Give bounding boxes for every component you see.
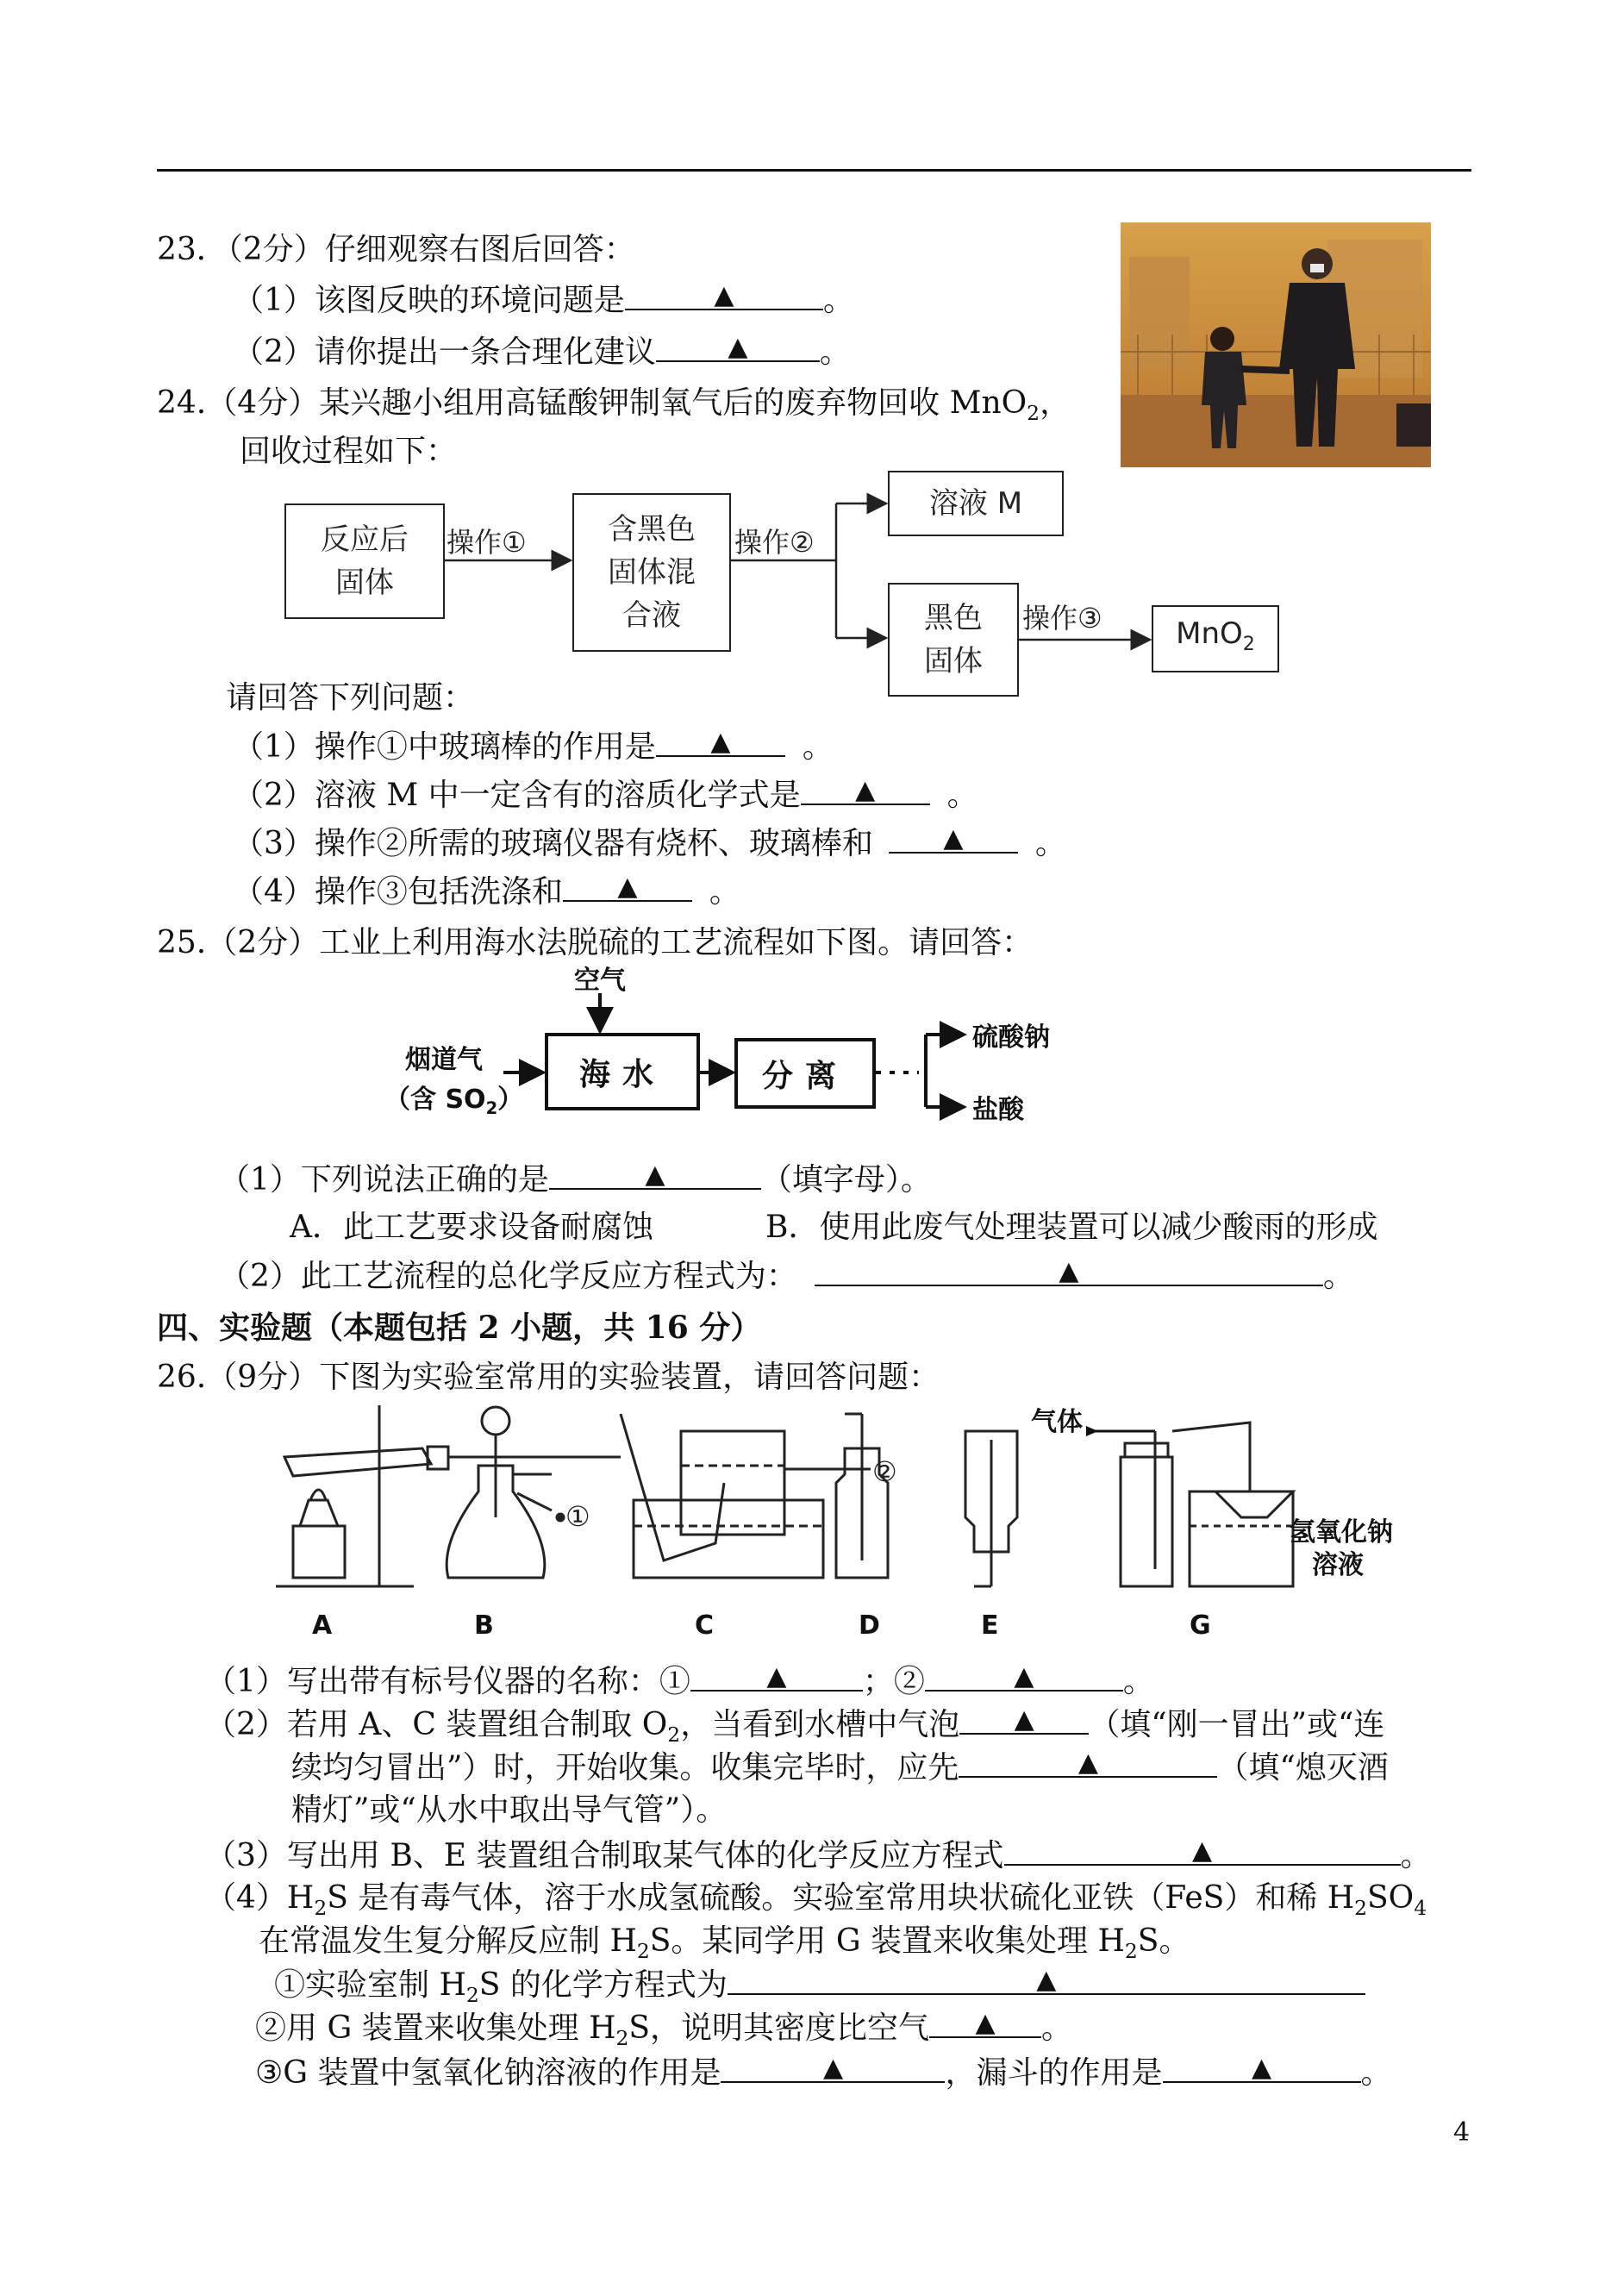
answer-blank[interactable]: ▲ xyxy=(1004,1835,1401,1866)
answer-blank[interactable]: ▲ xyxy=(563,871,692,902)
answer-blank[interactable]: ▲ xyxy=(690,1660,863,1692)
q24-part4: （4）操作③包括洗涤和 ▲ 。 xyxy=(233,872,740,910)
answer-blank[interactable]: ▲ xyxy=(1163,2052,1361,2083)
answer-blank[interactable]: ▲ xyxy=(929,2007,1041,2038)
flow-box-mno2: MnO$_2$ xyxy=(1152,605,1279,672)
apparatus-label-c: C xyxy=(695,1610,715,1641)
q23-title: 23．（2分）仔细观察右图后回答： xyxy=(157,232,635,267)
apparatus-label-e: E xyxy=(981,1610,999,1641)
answer-blank[interactable]: ▲ xyxy=(925,1660,1123,1692)
q26-part4-line2: 在常温发生复分解反应制 $H_2S$。某同学用 G 装置来收集处理 $H_2S$。 xyxy=(259,1923,1190,1964)
answer-blank[interactable]: ▲ xyxy=(549,1159,761,1190)
flow-label-sodium-sulfate: 硫酸钠 xyxy=(972,1022,1050,1053)
q25-part2: （2）此工艺流程的总化学反应方程式为： ▲ 。 xyxy=(219,1256,1354,1294)
flow-label-so2: （含 $SO_2$） xyxy=(384,1085,524,1118)
apparatus-label-solution: 溶液 xyxy=(1312,1550,1364,1580)
flow-box-separation: 分离 xyxy=(734,1038,876,1109)
apparatus-label-naoh: 氢氧化钠 xyxy=(1290,1517,1393,1548)
answer-blank[interactable]: ▲ xyxy=(656,726,785,757)
answer-blank[interactable]: ▲ xyxy=(656,331,820,362)
apparatus-label-b: B xyxy=(474,1610,494,1641)
answer-blank[interactable]: ▲ xyxy=(959,1747,1217,1778)
flow-label-op1: 操作① xyxy=(447,526,527,559)
apparatus-label-a: A xyxy=(312,1610,333,1641)
flow-box-solution-m: 溶液 M xyxy=(888,471,1064,536)
q23-part2: （2）请你提出一条合理化建议 ▲ 。 xyxy=(233,332,851,370)
flow-label-air: 空气 xyxy=(574,966,626,996)
answer-blank[interactable]: ▲ xyxy=(728,1964,1365,1995)
flow-box-seawater: 海水 xyxy=(545,1033,700,1110)
apparatus-drawing xyxy=(259,1397,1465,1647)
flow-label-flue-gas: 烟道气 xyxy=(405,1045,483,1075)
answer-blank[interactable]: ▲ xyxy=(889,822,1018,854)
q26-title: 26.（9分）下图为实验室常用的实验装置，请回答问题： xyxy=(157,1360,940,1395)
q26-part1: （1）写出带有标号仪器的名称：① ▲ ；② ▲ 。 xyxy=(205,1661,1154,1699)
q26-part3: （3）写出用 B、E 装置组合制取某气体的化学反应方程式 ▲ 。 xyxy=(205,1835,1432,1873)
q26-part4-sub1: ①实验室制 $H_2S$ 的化学方程式为 ▲ xyxy=(274,1964,1365,2016)
q26-part2-line2: 续均匀冒出”）时，开始收集。收集完毕时，应先 ▲ （填“熄灭酒 xyxy=(291,1748,1389,1785)
answer-blank[interactable]: ▲ xyxy=(959,1704,1089,1735)
q24-part3: （3）操作②所需的玻璃仪器有烧杯、玻璃棒和 ▲ 。 xyxy=(233,823,1066,861)
q23-part1: （1）该图反映的环境问题是 ▲ 。 xyxy=(233,280,854,318)
flow-label-op2: 操作② xyxy=(734,526,815,559)
flow-box-residue: 反应后固体 xyxy=(284,503,445,619)
q25-flow-arrows xyxy=(0,948,1624,1138)
apparatus-label-gas: 气体 xyxy=(1031,1407,1083,1437)
q24-part1: （1）操作①中玻璃棒的作用是 ▲ 。 xyxy=(233,727,834,765)
q24-prompt: 请回答下列问题： xyxy=(226,680,475,716)
flow-arrows xyxy=(0,0,1624,776)
flow-label-op3: 操作③ xyxy=(1022,602,1102,635)
section-heading: 四、实验题（本题包括 2 小题，共 16 分） xyxy=(157,1310,762,1346)
q25-option-b: B．使用此废气处理装置可以减少酸雨的形成 xyxy=(765,1210,1378,1245)
answer-blank[interactable]: ▲ xyxy=(721,2052,945,2083)
q25-part1: （1）下列说法正确的是 ▲ （填字母）。 xyxy=(219,1160,932,1198)
page-number: 4 xyxy=(1453,2117,1471,2148)
answer-blank[interactable]: ▲ xyxy=(625,279,823,310)
q26-part4-line1: $(4)H_2S$ 是有毒气体，溶于水成氢硫酸。实验室常用块状硫化亚铁（FeS）和稀 $H_2SO_4$ xyxy=(205,1880,1427,1921)
q24-title: 24.（4分）某兴趣小组用高锰酸钾制氧气后的废弃物回收 MnO$_2$， xyxy=(157,385,1071,426)
q24-part2: （2）溶液 M 中一定含有的溶质化学式是 ▲ 。 xyxy=(233,775,978,813)
q25-title: 25.（2分）工业上利用海水法脱硫的工艺流程如下图。请回答： xyxy=(157,925,1034,960)
flow-box-mixture: 含黑色固体混合液 xyxy=(572,493,731,652)
q26-part2-line1: （2）若用 A、C 装置组合制取 $O_2$，当看到水槽中气泡 ▲ （填“刚一冒出”或“连 xyxy=(205,1704,1385,1748)
q25-option-a: A．此工艺要求设备耐腐蚀 xyxy=(290,1210,653,1245)
flow-box-black-solid: 黑色固体 xyxy=(888,583,1019,697)
apparatus-mark-2: ② xyxy=(872,1455,897,1488)
q26-part2-line3: 精灯”或“从水中取出导气管”）。 xyxy=(291,1792,728,1828)
q24-subtitle: 回收过程如下： xyxy=(240,434,458,469)
answer-blank[interactable]: ▲ xyxy=(801,774,930,805)
q26-part4-sub3: ③G 装置中氢氧化钠溶液的作用是 ▲ ，漏斗的作用是 ▲ 。 xyxy=(255,2053,1392,2091)
flow-label-hydrochloric-acid: 盐酸 xyxy=(972,1095,1024,1125)
answer-blank[interactable]: ▲ xyxy=(815,1255,1323,1286)
apparatus-mark-1: ① xyxy=(565,1500,590,1533)
apparatus-label-g: G xyxy=(1190,1610,1211,1641)
q26-part4-sub2: ②用 G 装置来收集处理 $H_2S$，说明其密度比空气 ▲ 。 xyxy=(255,2008,1073,2051)
apparatus-label-d: D xyxy=(859,1610,880,1641)
